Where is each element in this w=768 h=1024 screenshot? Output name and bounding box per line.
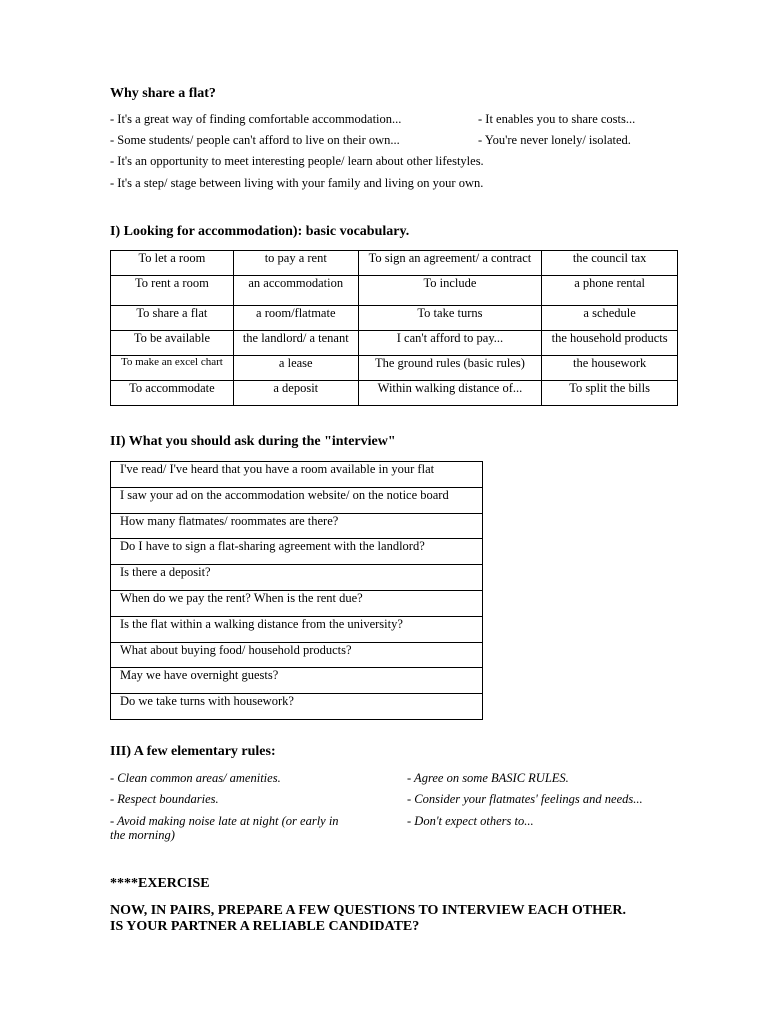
vocab-cell: To make an excel chart	[111, 356, 234, 381]
table-row	[111, 462, 483, 488]
question-cell: What about buying food/ household products?	[111, 642, 483, 668]
questions-table	[110, 461, 483, 720]
table-row	[111, 251, 678, 276]
intro-line: - It enables you to share costs...	[478, 112, 636, 126]
vocab-cell: To take turns	[358, 306, 542, 331]
table-row	[111, 642, 483, 668]
question-cell: I saw your ad on the accommodation website/ on the notice board	[111, 487, 483, 513]
rule-item: - Avoid making noise late at night (or early in	[110, 814, 339, 828]
rule-item: - Agree on some BASIC RULES.	[407, 771, 569, 785]
table-row	[111, 331, 678, 356]
question-cell: Is there a deposit?	[111, 565, 483, 591]
vocab-cell: To accommodate	[111, 381, 234, 406]
interview-heading: II) What you should ask during the "interview"	[110, 434, 396, 449]
vocab-cell: an accommodation	[233, 276, 358, 306]
intro-heading: Why share a flat?	[110, 86, 216, 101]
rules-heading: III) A few elementary rules:	[110, 744, 276, 759]
intro-line: - It's a great way of finding comfortable accommodation...	[110, 112, 402, 126]
question-cell: I've read/ I've heard that you have a room available in your flat	[111, 462, 483, 488]
vocab-cell: the council tax	[542, 251, 678, 276]
question-cell: May we have overnight guests?	[111, 668, 483, 694]
table-row	[111, 668, 483, 694]
vocab-cell: To let a room	[111, 251, 234, 276]
table-row	[111, 565, 483, 591]
vocab-cell: the household products	[542, 331, 678, 356]
question-cell: Is the flat within a walking distance from the university?	[111, 616, 483, 642]
vocab-cell: To be available	[111, 331, 234, 356]
rule-item: - Respect boundaries.	[110, 792, 219, 806]
table-row	[111, 381, 678, 406]
table-row	[111, 590, 483, 616]
vocab-cell: a room/flatmate	[233, 306, 358, 331]
intro-line: - It's a step/ stage between living with your family and living on your own.	[110, 176, 484, 190]
table-row	[111, 487, 483, 513]
vocab-cell: a deposit	[233, 381, 358, 406]
vocab-cell: To include	[358, 276, 542, 306]
exercise-label: ****EXERCISE	[110, 876, 210, 891]
intro-line: - It's an opportunity to meet interesting people/ learn about other lifestyles.	[110, 154, 484, 168]
rule-item: - Don't expect others to...	[407, 814, 534, 828]
rule-item: - Consider your flatmates' feelings and needs...	[407, 792, 643, 806]
vocab-cell: to pay a rent	[233, 251, 358, 276]
vocab-table	[110, 250, 678, 406]
vocab-cell: To share a flat	[111, 306, 234, 331]
table-row	[111, 539, 483, 565]
intro-line: - Some students/ people can't afford to live on their own...	[110, 133, 400, 147]
table-row	[111, 694, 483, 720]
vocab-cell: the landlord/ a tenant	[233, 331, 358, 356]
vocab-cell: I can't afford to pay...	[358, 331, 542, 356]
question-cell: When do we pay the rent? When is the rent due?	[111, 590, 483, 616]
table-row	[111, 276, 678, 306]
vocab-cell: a phone rental	[542, 276, 678, 306]
vocab-heading: I) Looking for accommodation): basic vocabulary.	[110, 224, 410, 239]
vocab-cell: To sign an agreement/ a contract	[358, 251, 542, 276]
vocab-cell: a schedule	[542, 306, 678, 331]
table-row	[111, 306, 678, 331]
question-cell: Do we take turns with housework?	[111, 694, 483, 720]
vocab-cell: To split the bills	[542, 381, 678, 406]
vocab-cell: the housework	[542, 356, 678, 381]
intro-line: - You're never lonely/ isolated.	[478, 133, 631, 147]
rule-item: - Clean common areas/ amenities.	[110, 771, 281, 785]
vocab-cell: The ground rules (basic rules)	[358, 356, 542, 381]
table-row	[111, 616, 483, 642]
question-cell: How many flatmates/ roommates are there?	[111, 513, 483, 539]
question-cell: Do I have to sign a flat-sharing agreement with the landlord?	[111, 539, 483, 565]
table-row	[111, 513, 483, 539]
vocab-cell: a lease	[233, 356, 358, 381]
table-row	[111, 356, 678, 381]
vocab-cell: To rent a room	[111, 276, 234, 306]
vocab-cell: Within walking distance of...	[358, 381, 542, 406]
exercise-instruction: NOW, IN PAIRS, PREPARE A FEW QUESTIONS TO INTERVIEW EACH OTHER.	[110, 903, 626, 918]
rule-item: the morning)	[110, 828, 175, 842]
exercise-question: IS YOUR PARTNER A RELIABLE CANDIDATE?	[110, 919, 420, 934]
